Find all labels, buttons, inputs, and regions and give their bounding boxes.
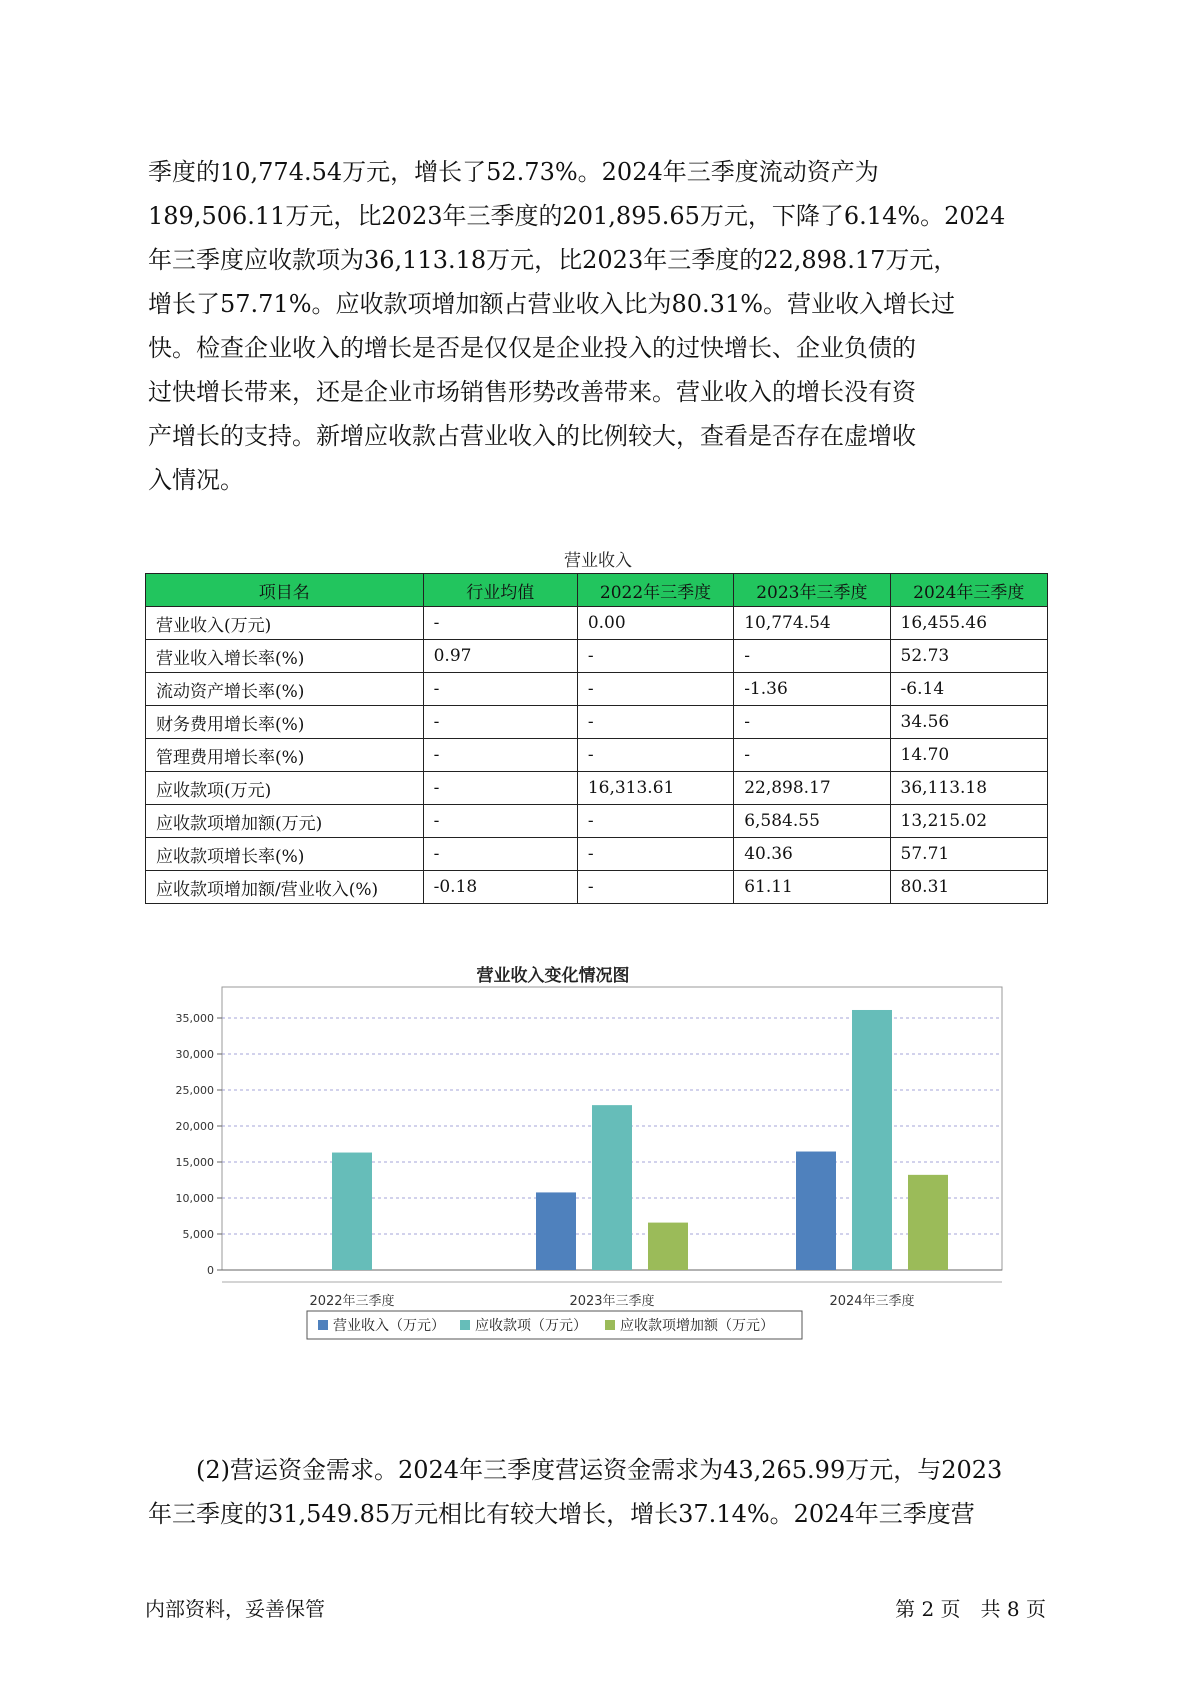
table-cell: - — [734, 706, 890, 739]
y-tick-label: 0 — [207, 1264, 214, 1277]
table-cell: -0.18 — [423, 871, 577, 904]
legend-swatch — [605, 1320, 615, 1330]
text-line: 189,506.11万元，比2023年三季度的201,895.65万元，下降了6.14%。2024 — [148, 202, 1006, 230]
table-row — [146, 838, 1048, 871]
table-cell: -1.36 — [734, 673, 890, 706]
column-header: 2022年三季度 — [577, 574, 733, 607]
table-cell: 80.31 — [890, 871, 1047, 904]
table-cell: 40.36 — [734, 838, 890, 871]
column-header: 2024年三季度 — [890, 574, 1047, 607]
text-line: 过快增长带来，还是企业市场销售形势改善带来。营业收入的增长没有资 — [148, 378, 916, 406]
table-cell: 34.56 — [890, 706, 1047, 739]
row-label: 营业收入增长率(%) — [146, 640, 424, 673]
table-cell: 0.00 — [577, 607, 733, 640]
row-label: 应收款项(万元) — [146, 772, 424, 805]
table-cell: - — [577, 739, 733, 772]
bar — [592, 1105, 632, 1270]
table-cell: 16,313.61 — [577, 772, 733, 805]
table-cell: - — [577, 805, 733, 838]
row-label: 流动资产增长率(%) — [146, 673, 424, 706]
y-tick-label: 10,000 — [175, 1192, 214, 1205]
table-cell: - — [423, 673, 577, 706]
table-cell: - — [577, 673, 733, 706]
text-line: 季度的10,774.54万元，增长了52.73%。2024年三季度流动资产为 — [148, 158, 879, 186]
table-row — [146, 706, 1048, 739]
revenue-chart — [150, 955, 1030, 1405]
table-cell: - — [734, 739, 890, 772]
legend-label: 应收款项（万元） — [475, 1318, 587, 1334]
table-cell: - — [577, 838, 733, 871]
legend-label: 营业收入（万元） — [333, 1318, 445, 1334]
working-capital-paragraph — [148, 1448, 1048, 1536]
table-cell: 14.70 — [890, 739, 1047, 772]
text-line: 产增长的支持。新增应收款占营业收入的比例较大，查看是否存在虚增收 — [148, 422, 916, 450]
text-line: 增长了57.71%。应收款项增加额占营业收入比为80.31%。营业收入增长过 — [148, 290, 956, 318]
table-row — [146, 805, 1048, 838]
table-caption: 营业收入 — [564, 551, 632, 571]
table-cell: - — [577, 640, 733, 673]
table-cell: 16,455.46 — [890, 607, 1047, 640]
bar — [852, 1010, 892, 1270]
row-label: 应收款项增加额(万元) — [146, 805, 424, 838]
table-row — [146, 640, 1048, 673]
bar — [536, 1192, 576, 1270]
table-cell: - — [577, 871, 733, 904]
y-tick-label: 25,000 — [175, 1084, 214, 1097]
table-cell: - — [423, 739, 577, 772]
bar — [332, 1153, 372, 1270]
table-cell: 36,113.18 — [890, 772, 1047, 805]
column-header: 2023年三季度 — [734, 574, 890, 607]
table-cell: - — [577, 706, 733, 739]
y-tick-label: 15,000 — [175, 1156, 214, 1169]
text-line: 年三季度应收款项为36,113.18万元，比2023年三季度的22,898.17万元， — [148, 246, 958, 274]
y-tick-label: 35,000 — [175, 1012, 214, 1025]
chart-svg — [150, 955, 1030, 1405]
y-tick-label: 20,000 — [175, 1120, 214, 1133]
x-tick-label: 2023年三季度 — [569, 1294, 655, 1309]
table-cell: 57.71 — [890, 838, 1047, 871]
revenue-table — [145, 573, 1048, 904]
table-row — [146, 871, 1048, 904]
table-row — [146, 739, 1048, 772]
row-label: 营业收入(万元) — [146, 607, 424, 640]
bar — [796, 1152, 836, 1270]
text-line: 快。检查企业收入的增长是否是仅仅是企业投入的过快增长、企业负债的 — [148, 334, 916, 362]
chart-title: 营业收入变化情况图 — [476, 966, 630, 986]
table-cell: - — [423, 772, 577, 805]
table-cell: 0.97 — [423, 640, 577, 673]
bar — [908, 1175, 948, 1270]
table-cell: - — [423, 838, 577, 871]
legend-swatch — [318, 1320, 328, 1330]
table-cell: - — [734, 640, 890, 673]
row-label: 财务费用增长率(%) — [146, 706, 424, 739]
table-cell: 22,898.17 — [734, 772, 890, 805]
table-header-row — [146, 574, 1048, 607]
text-line: 年三季度的31,549.85万元相比有较大增长，增长37.14%。2024年三季度营 — [148, 1500, 975, 1528]
table-cell: - — [423, 607, 577, 640]
table-cell: 13,215.02 — [890, 805, 1047, 838]
table-cell: 6,584.55 — [734, 805, 890, 838]
table-row — [146, 607, 1048, 640]
column-header: 项目名 — [146, 574, 424, 607]
table-cell: -6.14 — [890, 673, 1047, 706]
column-header: 行业均值 — [423, 574, 577, 607]
text-line: (2)营运资金需求。2024年三季度营运资金需求为43,265.99万元，与2023 — [148, 1456, 1003, 1484]
footer-note: 内部资料，妥善保管 — [145, 1597, 325, 1621]
table-row — [146, 673, 1048, 706]
row-label: 应收款项增长率(%) — [146, 838, 424, 871]
row-label: 管理费用增长率(%) — [146, 739, 424, 772]
text-line: 入情况。 — [148, 466, 244, 494]
table-cell: 52.73 — [890, 640, 1047, 673]
y-tick-label: 5,000 — [182, 1228, 214, 1241]
row-label: 应收款项增加额/营业收入(%) — [146, 871, 424, 904]
table-row — [146, 772, 1048, 805]
legend-swatch — [460, 1320, 470, 1330]
legend-label: 应收款项增加额（万元） — [620, 1318, 774, 1334]
table-body — [146, 607, 1048, 904]
bar — [648, 1223, 688, 1270]
table-cell: - — [423, 706, 577, 739]
table-cell: 10,774.54 — [734, 607, 890, 640]
table-cell: - — [423, 805, 577, 838]
page-number: 第 2 页 共 8 页 — [895, 1597, 1046, 1621]
analysis-paragraph — [148, 150, 1048, 502]
table-cell: 61.11 — [734, 871, 890, 904]
y-tick-label: 30,000 — [175, 1048, 214, 1061]
x-tick-label: 2022年三季度 — [309, 1294, 395, 1309]
x-tick-label: 2024年三季度 — [829, 1294, 915, 1309]
